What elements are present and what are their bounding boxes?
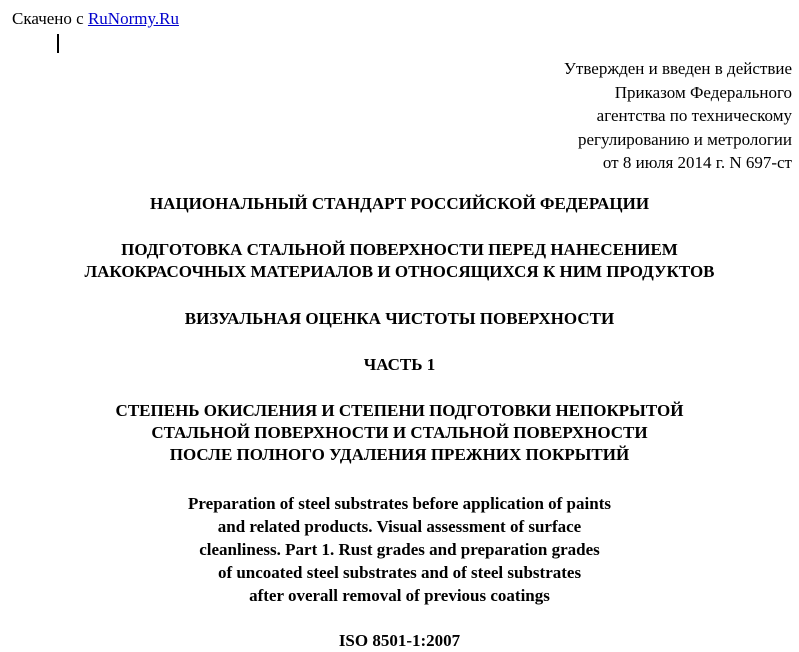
source-link[interactable]: RuNormy.Ru <box>87 9 179 28</box>
standard-type: НАЦИОНАЛЬНЫЙ СТАНДАРТ РОССИЙСКОЙ ФЕДЕРАЦИИ <box>149 194 650 213</box>
part-label: ЧАСТЬ 1 <box>363 355 436 374</box>
part-title-line: СТЕПЕНЬ ОКИСЛЕНИЯ И СТЕПЕНИ ПОДГОТОВКИ НЕПОКРЫТОЙ <box>115 401 684 420</box>
part-title <box>0 400 799 466</box>
document-title <box>0 239 799 283</box>
source-prefix: Скачено с <box>12 9 84 28</box>
iso-ref-text: ISO 8501-1:2007 <box>338 631 461 650</box>
approval-line: Утвержден и введен в действие <box>563 59 792 78</box>
english-title-line: after overall removal of previous coatings <box>249 586 550 605</box>
source-line <box>12 9 179 29</box>
part-title-line: СТАЛЬНОЙ ПОВЕРХНОСТИ И СТАЛЬНОЙ ПОВЕРХНОСТИ <box>151 423 648 442</box>
document-subtitle <box>0 308 799 330</box>
approval-line: Приказом Федерального <box>614 82 792 102</box>
subtitle-line: ВИЗУАЛЬНАЯ ОЦЕНКА ЧИСТОТЫ ПОВЕРХНОСТИ <box>184 309 615 328</box>
title-line: ПОДГОТОВКА СТАЛЬНОЙ ПОВЕРХНОСТИ ПЕРЕД НАНЕСЕНИЕМ <box>121 240 678 259</box>
approval-line: от 8 июля 2014 г. N 697-ст <box>602 153 792 172</box>
standard-type-heading <box>0 193 799 215</box>
approval-line: агентства по техническому <box>596 106 792 125</box>
english-title-line: cleanliness. Part 1. Rust grades and preparation grades <box>199 540 600 559</box>
part-title-line: ПОСЛЕ ПОЛНОГО УДАЛЕНИЯ ПРЕЖНИХ ПОКРЫТИЙ <box>169 445 630 464</box>
approval-line: регулированию и метрологии <box>577 129 792 149</box>
english-title <box>0 492 799 607</box>
title-line: ЛАКОКРАСОЧНЫХ МАТЕРИАЛОВ И ОТНОСЯЩИХСЯ К НИМ ПРОДУКТОВ <box>84 262 715 281</box>
text-cursor <box>57 34 59 53</box>
english-title-line: and related products. Visual assessment of surface <box>217 517 582 536</box>
english-title-line: of uncoated steel substrates and of steel substrates <box>217 563 582 582</box>
english-title-line: Preparation of steel substrates before application of paints <box>188 494 611 513</box>
iso-reference <box>0 630 799 652</box>
approval-block <box>432 57 792 175</box>
part-heading <box>0 354 799 376</box>
